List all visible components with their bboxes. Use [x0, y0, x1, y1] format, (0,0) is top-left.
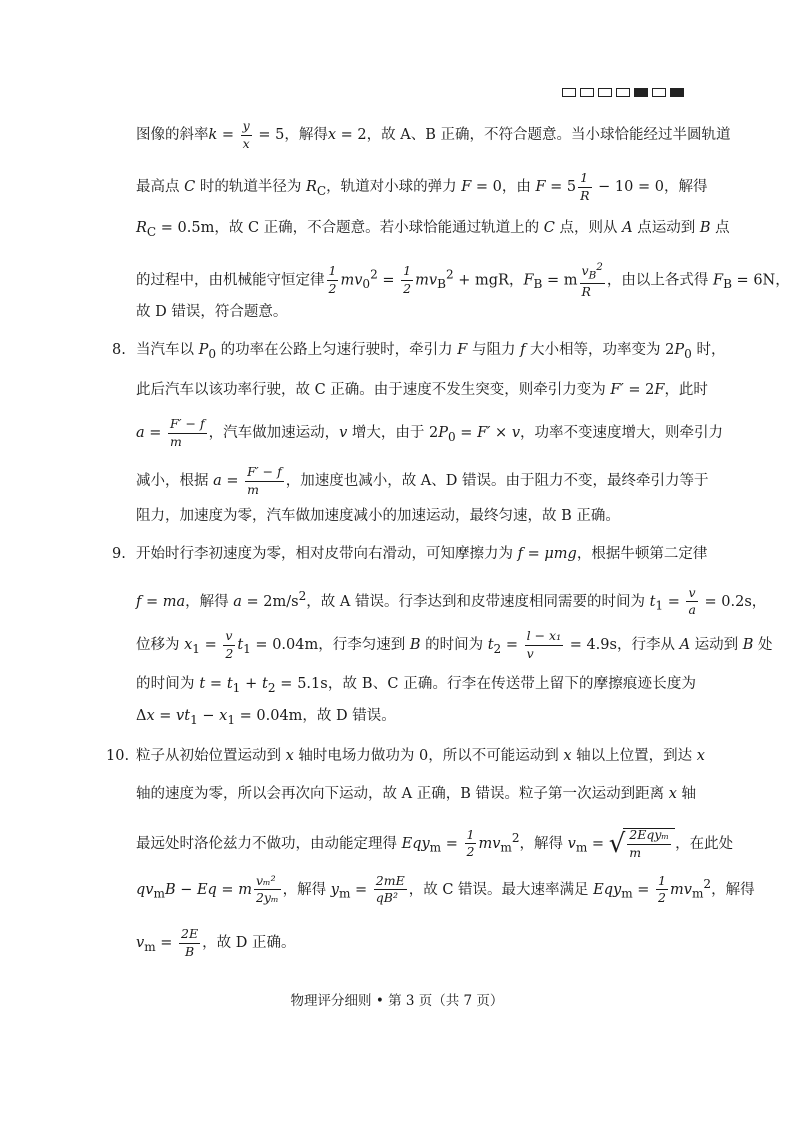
q8-line-5: 阻力，加速度为零，汽车做加速度减小的加速运动，最终匀速，故 B 正确。 — [136, 508, 620, 524]
q10-number: 10. — [106, 748, 130, 764]
q7-line-1: 图像的斜率k = $\frac{y}{x}$ = 5，解得x = 2，故 A、B 正确，不符合题意。当小球恰能经过半圆轨道 — [136, 118, 731, 151]
q8-line-2: 此后汽车以该功率行驶，故 C 正确。由于速度不发生突变，则牵引力变为 F′ = 2F，此时 — [136, 382, 708, 398]
q9-line-1: 开始时行李初速度为零，相对皮带向右滑动，可知摩擦力为 f = μmg，根据牛顿第二定律 — [136, 546, 708, 562]
header-mark — [670, 88, 684, 97]
q9-number: 9. — [112, 546, 126, 562]
q8-line-3: a = $\frac{F' - f}{m}$ ，汽车做加速运动，v 增大，由于 $2P_0 = F' \times v$，功率不变速度增大，则牵引力 — [136, 416, 724, 449]
q10-line-4: $qv_mB - Eq = m$ $\frac{\text{vₘ²}}{\text{2yₘ}}$ ，解得 $y_m$ = $\frac{2mE}{\text{qB²}}$ ，故 C 错误。最大速率满足 Eqy$_m$ = $\frac{1}{2}$ $mv_m^2$，解得 — [136, 872, 755, 906]
header-mark — [634, 88, 648, 97]
header-mark — [580, 88, 594, 97]
header-marks — [562, 88, 684, 97]
q10-line-2: 轴的速度为零，所以会再次向下运动，故 A 正确，B 错误。粒子第一次运动到距离 x 轴 — [136, 786, 697, 802]
q10-line-3: 最远处时洛伦兹力不做功，由动能定理得 Eqy$_m$ = $\frac{1}{2}$ $mv_m^2$，解得 $v_m$ = √ $\frac{\text{2Eqyₘ}}{m}$ ，在此处 — [136, 826, 734, 860]
q8-line-4: 减小，根据 a = $\frac{F' - f}{m}$ ，加速度也减小，故 A、D 错误。由于阻力不变，最终牵引力等于 — [136, 464, 709, 497]
header-mark — [598, 88, 612, 97]
page-footer: 物理评分细则 • 第 3 页（共 7 页） — [290, 993, 504, 1009]
q10-line-1: 粒子从初始位置运动到 x 轴时电场力做功为 0，所以不可能运动到 x 轴以上位置，到达 x — [136, 748, 705, 764]
q8-line-1: 当汽车以 $P_0$ 的功率在公路上匀速行驶时，牵引力 F 与阻力 f 大小相等，功率变为 $2P_0$ 时， — [136, 342, 726, 361]
header-mark — [562, 88, 576, 97]
q7-line-3: $R_C = 0.5m$，故 C 正确，不合题意。若小球恰能通过轨道上的 C 点，则从 A 点运动到 B 点 — [136, 220, 730, 239]
sqrt-symbol: √ — [608, 828, 626, 859]
header-mark — [652, 88, 666, 97]
q7-line-2: 最高点 C 时的轨道半径为 $R_C$，轨道对小球的弹力 F = 0，由 F = 5 $\frac{1}{R}$ − 10 = 0，解得 — [136, 170, 708, 203]
q7-line-5: 故 D 错误，符合题意。 — [136, 304, 288, 320]
header-mark — [616, 88, 630, 97]
q10-line-5: $v_m$ = $\frac{2E}{B}$ ，故 D 正确。 — [136, 926, 296, 959]
q9-line-5: $\Delta x = vt_1 - x_1 = 0.04m$，故 D 错误。 — [136, 708, 396, 727]
q7-line-4: 的过程中，由机械能守恒定律 $\frac{1}{2}$ $mv_0^2$ = $\frac{1}{2}$ $mv_B^2$ + mgR，$F_B = m$ $\frac{v_B^2}{R}$ ，由以上各式得 $F_B = 6N$， — [136, 261, 790, 300]
q9-line-4: 的时间为 $t = t_1 + t_2 = 5.1s$，故 B、C 正确。行李在传送带上留下的摩擦痕迹长度为 — [136, 676, 696, 695]
q9-line-3: 位移为 $x_1$ = $\frac{v}{2}$ $t_1 = 0.04m$，行李匀速到 B 的时间为 $t_2$ = $\frac{\text{l − x₁}}{v}$ = 4.9s，行李从 A 运动到 B 处 — [136, 628, 773, 661]
q8-number: 8. — [112, 342, 126, 358]
q9-line-2: f = ma，解得 $a = 2m/s^2$，故 A 错误。行李达到和皮带速度相同需要的时间为 $t_1$ = $\frac{v}{a}$ = 0.2s， — [136, 584, 767, 618]
